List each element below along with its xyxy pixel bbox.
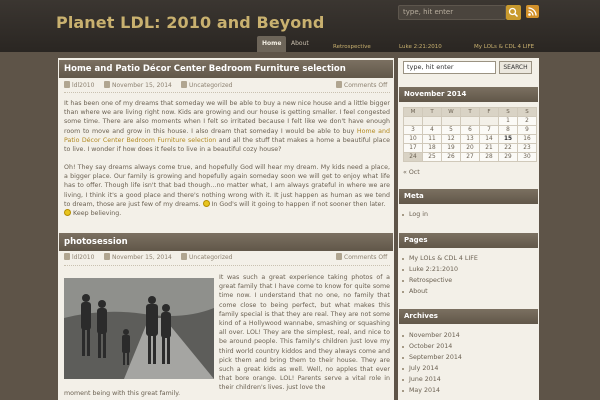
calendar-day: 4 <box>423 126 442 135</box>
calendar-heading: November 2014 <box>399 87 538 102</box>
calendar-weekday: F <box>480 108 499 117</box>
archive-item[interactable] <box>405 387 440 394</box>
calendar-empty-cell <box>480 117 499 126</box>
calendar-day: 20 <box>461 144 480 153</box>
calendar-day: 1 <box>499 117 518 126</box>
pages-item-label: Retrospective <box>409 277 453 284</box>
post-category-label: Uncategorized <box>189 82 233 89</box>
post-date-label: November 15, 2014 <box>112 254 172 261</box>
post-author[interactable] <box>64 81 94 89</box>
archive-item[interactable] <box>405 343 452 350</box>
calendar-empty-cell <box>461 117 480 126</box>
rss-button[interactable] <box>526 5 539 18</box>
calendar-weekday: W <box>442 108 461 117</box>
pages-item[interactable] <box>405 288 428 295</box>
rss-icon <box>526 5 539 18</box>
post-date <box>104 253 172 261</box>
archive-item[interactable] <box>405 332 460 339</box>
calendar-table <box>403 107 537 162</box>
nav-link-luke[interactable]: Luke 2:21:2010 <box>399 44 442 50</box>
post-author-label: ldl2010 <box>72 82 95 89</box>
divider <box>64 265 390 266</box>
calendar-day: 27 <box>461 153 480 162</box>
calendar-day: 9 <box>518 126 537 135</box>
post-comments-label: Comments Off <box>344 254 388 261</box>
post-text: Oh! They say dreams always come true, and hopefully God will hear my dream. My kids need a place, a bigger place. Our family is growing and hopefully again someday soon we will get to enjoy what life has to offer. Though life isn't that bad though…no matter what, I am always grateful in where we are living, I think it's a good place and there's nothing wrong with it. It just happen as human as we tend to dream, those are just few of my dreams. <box>64 164 390 208</box>
archive-item-label: October 2014 <box>409 343 453 350</box>
search-icon <box>506 5 521 20</box>
archive-item-label: July 2014 <box>409 365 439 372</box>
tab-home[interactable]: Home <box>257 36 286 52</box>
calendar-day: 10 <box>404 135 423 144</box>
meta-link-label: Log in <box>409 211 428 218</box>
meta-heading: Meta <box>399 189 538 204</box>
calendar-empty-cell <box>404 117 423 126</box>
calendar-day: 25 <box>423 153 442 162</box>
calendar-icon <box>104 81 110 88</box>
calendar-day: 6 <box>461 126 480 135</box>
post-text: Keep believing. <box>71 210 122 218</box>
folder-icon <box>181 81 187 88</box>
smiley-icon <box>64 209 71 216</box>
calendar-day: 19 <box>442 144 461 153</box>
post-date-label: November 15, 2014 <box>112 82 172 89</box>
calendar-day: 21 <box>480 144 499 153</box>
archive-item-label: June 2014 <box>409 376 441 383</box>
tab-about[interactable]: About <box>291 40 309 47</box>
calendar-weekday: T <box>461 108 480 117</box>
post-link[interactable]: Home and Patio Décor Center Bedroom Furniture selection <box>64 127 390 144</box>
post-title[interactable]: photosession <box>59 233 393 251</box>
post-category[interactable] <box>181 81 232 89</box>
post-text: It has been one of my dreams that someday we will be able to buy a new nice house and a little bigger than where we are living right now. Kids are growing and our house is getting smaller. I feel congested some time. There are also moments when I felt so irritated because I felt like we don't have enough room to move and grow in this house. I also dream that someday I would be able to buy <box>64 100 390 135</box>
divider <box>64 92 390 93</box>
calendar-week <box>404 144 537 153</box>
sidebar-search-button[interactable]: SEARCH <box>499 61 532 74</box>
pages-item-label: Luke 2:21:2010 <box>409 266 458 273</box>
post-category-label: Uncategorized <box>189 254 233 261</box>
calendar-day: 18 <box>423 144 442 153</box>
calendar-day: 8 <box>499 126 518 135</box>
post-title[interactable]: Home and Patio Décor Center Bedroom Furniture selection <box>59 60 393 78</box>
calendar-week <box>404 153 537 162</box>
archive-item[interactable] <box>405 365 438 372</box>
post-paragraph: It was such a great experience taking photos of a great family that I have come to know for quite some time now. I understand that no one, no family that come close to being perfect, but what makes this family special is that they are real. They are not some kind of a Hollywood wannabe, smashing or squashing all over. LOL! They are the simplest, real, and nice to be around people. This family's children just love my third world country kiddos and they always come and pick them and bring them to their house. They are such a great kids as well. Well, no apples that ever that bore orange. LOL! Parents serve a vital role in their children's lives. just love the <box>219 274 390 392</box>
archive-item[interactable] <box>405 354 462 361</box>
calendar-day: 2 <box>518 117 537 126</box>
meta-link-login[interactable] <box>405 211 428 218</box>
archive-item[interactable] <box>405 376 441 383</box>
calendar-day: 29 <box>499 153 518 162</box>
post-comments <box>336 253 387 261</box>
calendar-weekday: S <box>499 108 518 117</box>
header-search-input[interactable]: type, hit enter <box>398 5 506 20</box>
calendar-day: 24 <box>404 153 423 162</box>
calendar-week <box>404 126 537 135</box>
post-comments-label: Comments Off <box>344 82 388 89</box>
pages-heading: Pages <box>399 233 538 248</box>
comment-icon <box>336 81 342 88</box>
calendar-empty-cell <box>423 117 442 126</box>
calendar-empty-cell <box>442 117 461 126</box>
calendar-weekday: S <box>518 108 537 117</box>
archive-item-label: May 2014 <box>409 387 441 394</box>
calendar-day: 23 <box>518 144 537 153</box>
post-comments <box>336 81 387 89</box>
pages-item[interactable] <box>405 277 452 284</box>
post-category[interactable] <box>181 253 232 261</box>
nav-link-retrospective[interactable]: Retrospective <box>333 44 371 50</box>
user-icon <box>64 253 70 260</box>
post-text: In God's will it going to happen if not sooner then later. <box>209 200 386 208</box>
archives-heading: Archives <box>399 309 538 324</box>
calendar-day: 16 <box>518 135 537 144</box>
pages-item[interactable] <box>405 266 458 273</box>
archive-item-label: November 2014 <box>409 332 460 339</box>
calendar-icon <box>104 253 110 260</box>
nav-link-lols[interactable]: My LOLs & CDL 4 LIFE <box>474 44 535 50</box>
calendar-weekday: M <box>404 108 423 117</box>
smiley-icon <box>203 200 210 207</box>
calendar-prev-link[interactable]: « Oct <box>403 169 420 176</box>
post-paragraph <box>64 163 390 218</box>
pages-item-label: About <box>409 288 428 295</box>
post-meta <box>64 253 390 263</box>
post-meta <box>64 81 390 91</box>
calendar-day: 12 <box>442 135 461 144</box>
calendar-day: 7 <box>480 126 499 135</box>
site-title[interactable]: Planet LDL: 2010 and Beyond <box>56 13 325 32</box>
folder-icon <box>181 253 187 260</box>
calendar-day: 5 <box>442 126 461 135</box>
calendar-day: 22 <box>499 144 518 153</box>
header-search-button[interactable] <box>506 5 521 20</box>
calendar-day: 3 <box>404 126 423 135</box>
sidebar-search-input[interactable]: type, hit enter <box>403 61 496 74</box>
post-author-label: ldl2010 <box>72 254 95 261</box>
calendar-day: 26 <box>442 153 461 162</box>
calendar-week <box>404 135 537 144</box>
archive-item-label: September 2014 <box>409 354 462 361</box>
calendar-day: 14 <box>480 135 499 144</box>
calendar-day: 17 <box>404 144 423 153</box>
post-paragraph: moment being with this great family. <box>64 390 181 397</box>
pages-item-label: My LOLs & CDL 4 LIFE <box>409 255 478 262</box>
comment-icon <box>336 253 342 260</box>
calendar-day: 28 <box>480 153 499 162</box>
post-author[interactable] <box>64 253 94 261</box>
family-photo[interactable] <box>64 278 214 379</box>
calendar-day: 11 <box>423 135 442 144</box>
calendar-day[interactable]: 15 <box>499 135 518 144</box>
post-date <box>104 81 172 89</box>
calendar-week <box>404 117 537 126</box>
calendar-weekday: T <box>423 108 442 117</box>
calendar-day: 30 <box>518 153 537 162</box>
pages-item[interactable] <box>405 255 478 262</box>
post-paragraph <box>64 99 390 154</box>
calendar-day: 13 <box>461 135 480 144</box>
photo-image <box>64 278 214 379</box>
post-text: and all the stuff that makes a home a beautiful place to live. I wonder if how does it feels to live in a beautiful cozy house? <box>64 136 391 154</box>
user-icon <box>64 81 70 88</box>
